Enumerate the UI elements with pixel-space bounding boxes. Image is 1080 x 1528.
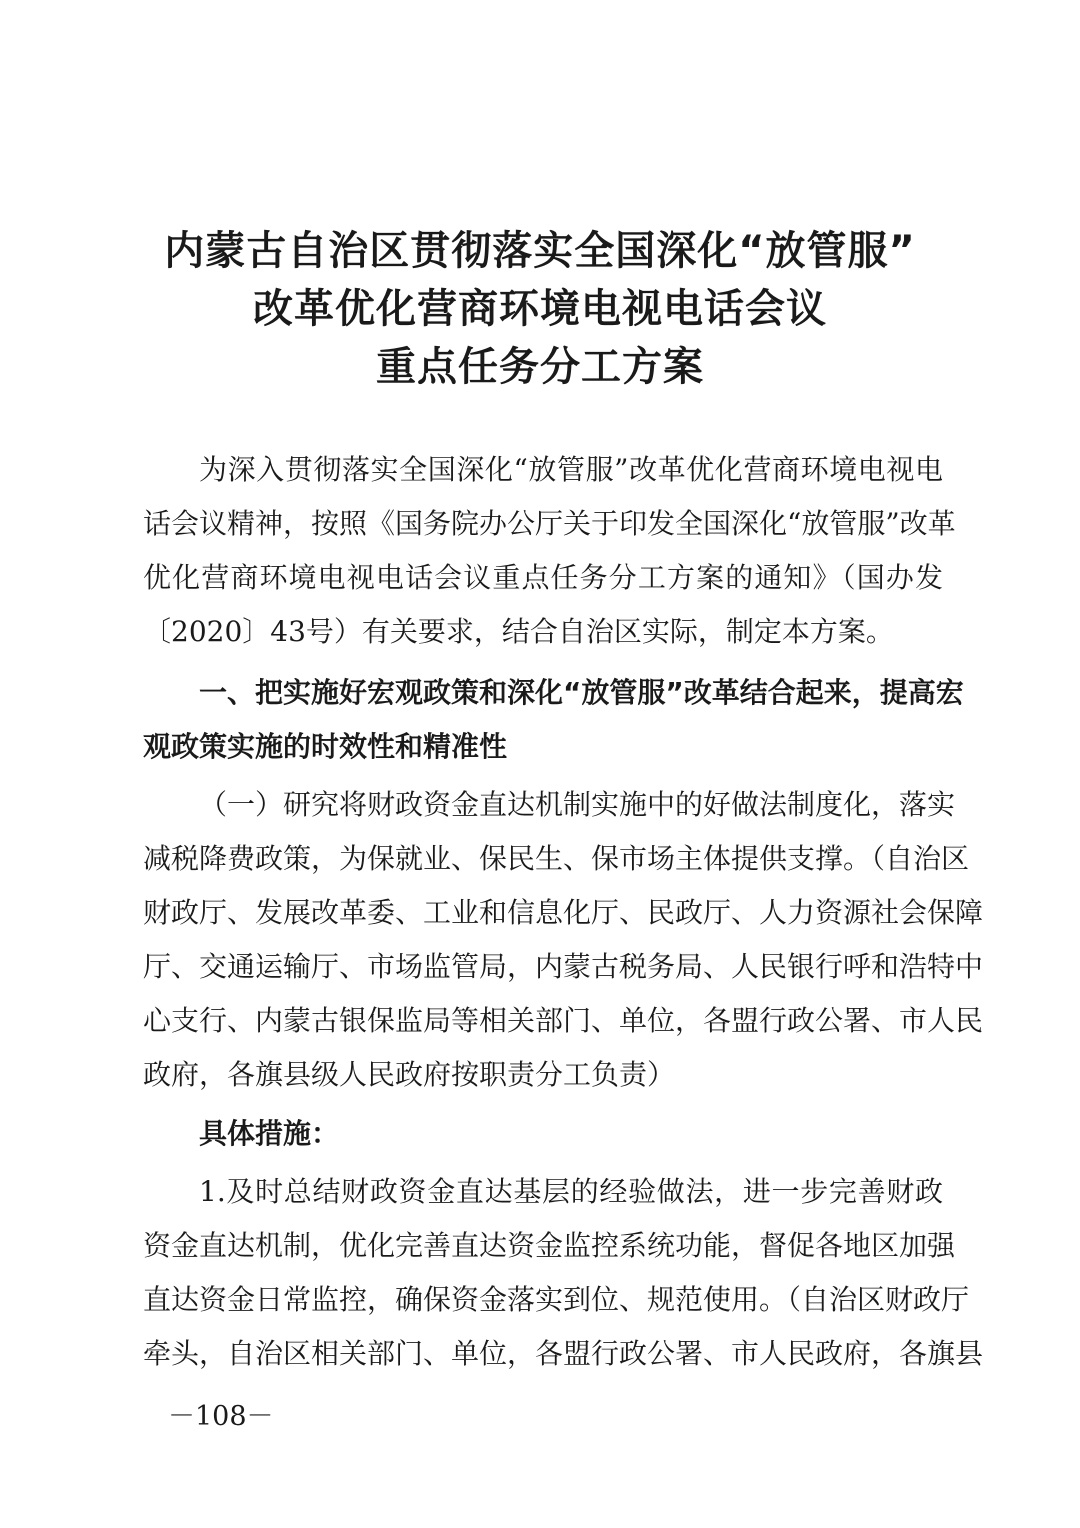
measures-heading: 具体措施： (199, 1117, 340, 1150)
intro-line: 〔2020〕43号）有关要求，结合自治区实际，制定本方案。 (143, 615, 894, 648)
item-line: 财政厅、发展改革委、工业和信息化厅、民政厅、人力资源社会保障 (143, 896, 984, 929)
section-heading-line: 观政策实施的时效性和精准性 (143, 730, 508, 763)
intro-line: 话会议精神，按照《国务院办公厅关于印发全国深化“放管服”改革 (143, 507, 956, 540)
document-title-line-1: 内蒙古自治区贯彻落实全国深化“放管服” (164, 228, 916, 274)
intro-line: 优化营商环境电视电话会议重点任务分工方案的通知》（国办发 (143, 561, 943, 594)
item-line: 厅、交通运输厅、市场监管局，内蒙古税务局、人民银行呼和浩特中 (143, 950, 984, 983)
measure-line: 直达资金日常监控，确保资金落实到位、规范使用。（自治区财政厅 (143, 1283, 970, 1316)
document-title-line-2: 改革优化营商环境电视电话会议 (253, 286, 827, 332)
page-number: －108－ (168, 1401, 274, 1432)
item-line: 心支行、内蒙古银保监局等相关部门、单位，各盟行政公署、市人民 (143, 1004, 984, 1037)
measure-line: 1.及时总结财政资金直达基层的经验做法，进一步完善财政 (199, 1175, 943, 1208)
intro-line: 为深入贯彻落实全国深化“放管服”改革优化营商环境电视电 (199, 453, 943, 486)
document-title-line-3: 重点任务分工方案 (376, 344, 704, 390)
measure-line: 牵头，自治区相关部门、单位，各盟行政公署、市人民政府，各旗县 (143, 1337, 984, 1370)
item-line: 政府，各旗县级人民政府按职责分工负责） (143, 1058, 676, 1091)
item-line: （一）研究将财政资金直达机制实施中的好做法制度化，落实 (199, 788, 956, 821)
measure-line: 资金直达机制，优化完善直达资金监控系统功能，督促各地区加强 (143, 1229, 956, 1262)
item-line: 减税降费政策，为保就业、保民生、保市场主体提供支撑。（自治区 (143, 842, 970, 875)
section-heading-line: 一、把实施好宏观政策和深化“放管服”改革结合起来，提高宏 (199, 676, 964, 709)
